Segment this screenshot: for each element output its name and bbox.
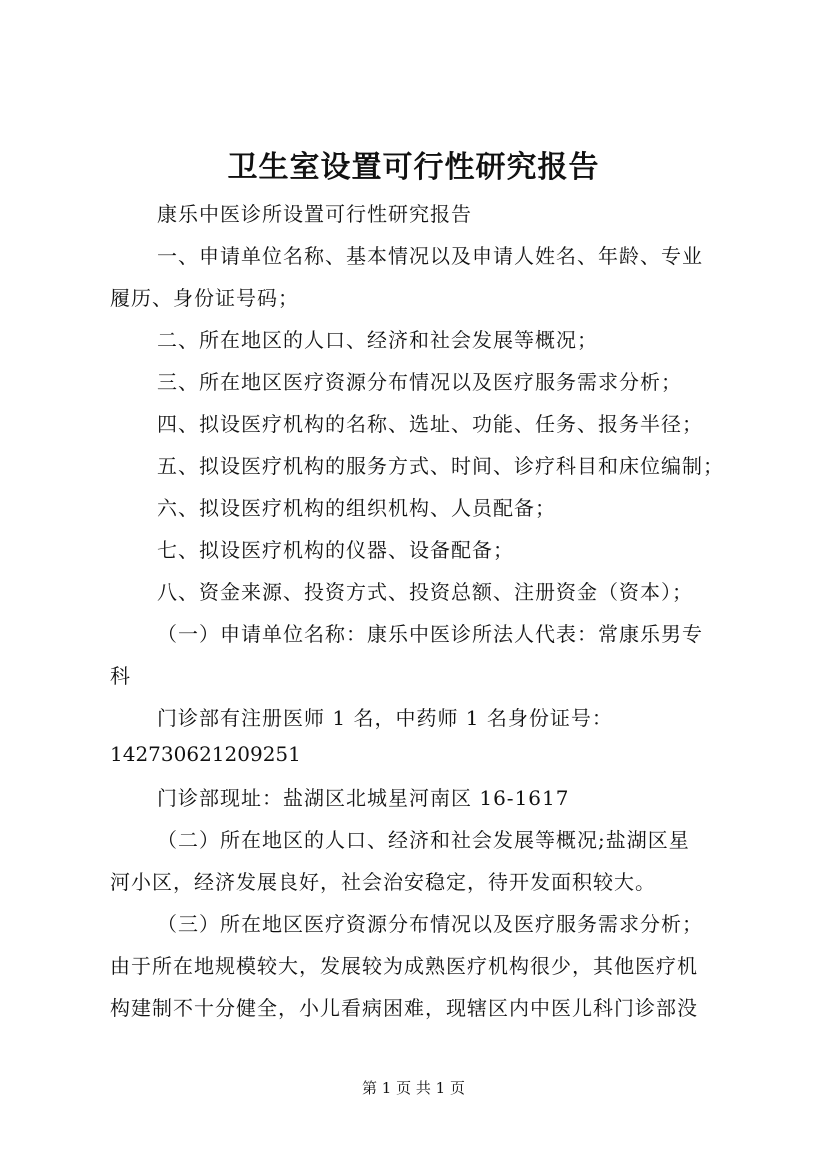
text-line: （三）所在地区医疗资源分布情况以及医疗服务需求分析； [157, 912, 703, 936]
text-line: 门诊部现址：盐湖区北城星河南区 16-1617 [157, 786, 570, 810]
text-line: 构建制不十分健全，小儿看病困难，现辖区内中医儿科门诊部没 [110, 996, 698, 1020]
text-line: 四、拟设医疗机构的名称、选址、功能、任务、报务半径； [157, 412, 703, 436]
text-line: 二、所在地区的人口、经济和社会发展等概况； [157, 328, 598, 352]
text-line: 一、申请单位名称、基本情况以及申请人姓名、年龄、专业 [157, 244, 703, 268]
document-title: 卫生室设置可行性研究报告 [227, 150, 600, 185]
text-line: 履历、身份证号码； [110, 286, 299, 310]
text-line: 康乐中医诊所设置可行性研究报告 [157, 202, 472, 226]
text-line: 三、所在地区医疗资源分布情况以及医疗服务需求分析； [157, 370, 682, 394]
text-line: 河小区，经济发展良好，社会治安稳定，待开发面积较大。 [110, 870, 656, 894]
text-line: （二）所在地区的人口、经济和社会发展等概况;盐湖区星 [157, 828, 690, 852]
text-line: 由于所在地规模较大，发展较为成熟医疗机构很少，其他医疗机 [110, 954, 698, 978]
text-line: 八、资金来源、投资方式、投资总额、注册资金（资本）； [157, 580, 693, 604]
text-line: 七、拟设医疗机构的仪器、设备配备； [157, 538, 514, 562]
text-line: 门诊部有注册医师 1 名，中药师 1 名身份证号： [157, 706, 613, 730]
page-footer: 第 1 页 共 1 页 [362, 1079, 465, 1097]
text-line: 142730621209251 [110, 742, 301, 766]
text-line: 六、拟设医疗机构的组织机构、人员配备； [157, 496, 556, 520]
text-line: 科 [110, 664, 131, 688]
text-line: 五、拟设医疗机构的服务方式、时间、诊疗科目和床位编制； [157, 454, 724, 478]
text-line: （一）申请单位名称：康乐中医诊所法人代表：常康乐男专 [157, 622, 703, 646]
